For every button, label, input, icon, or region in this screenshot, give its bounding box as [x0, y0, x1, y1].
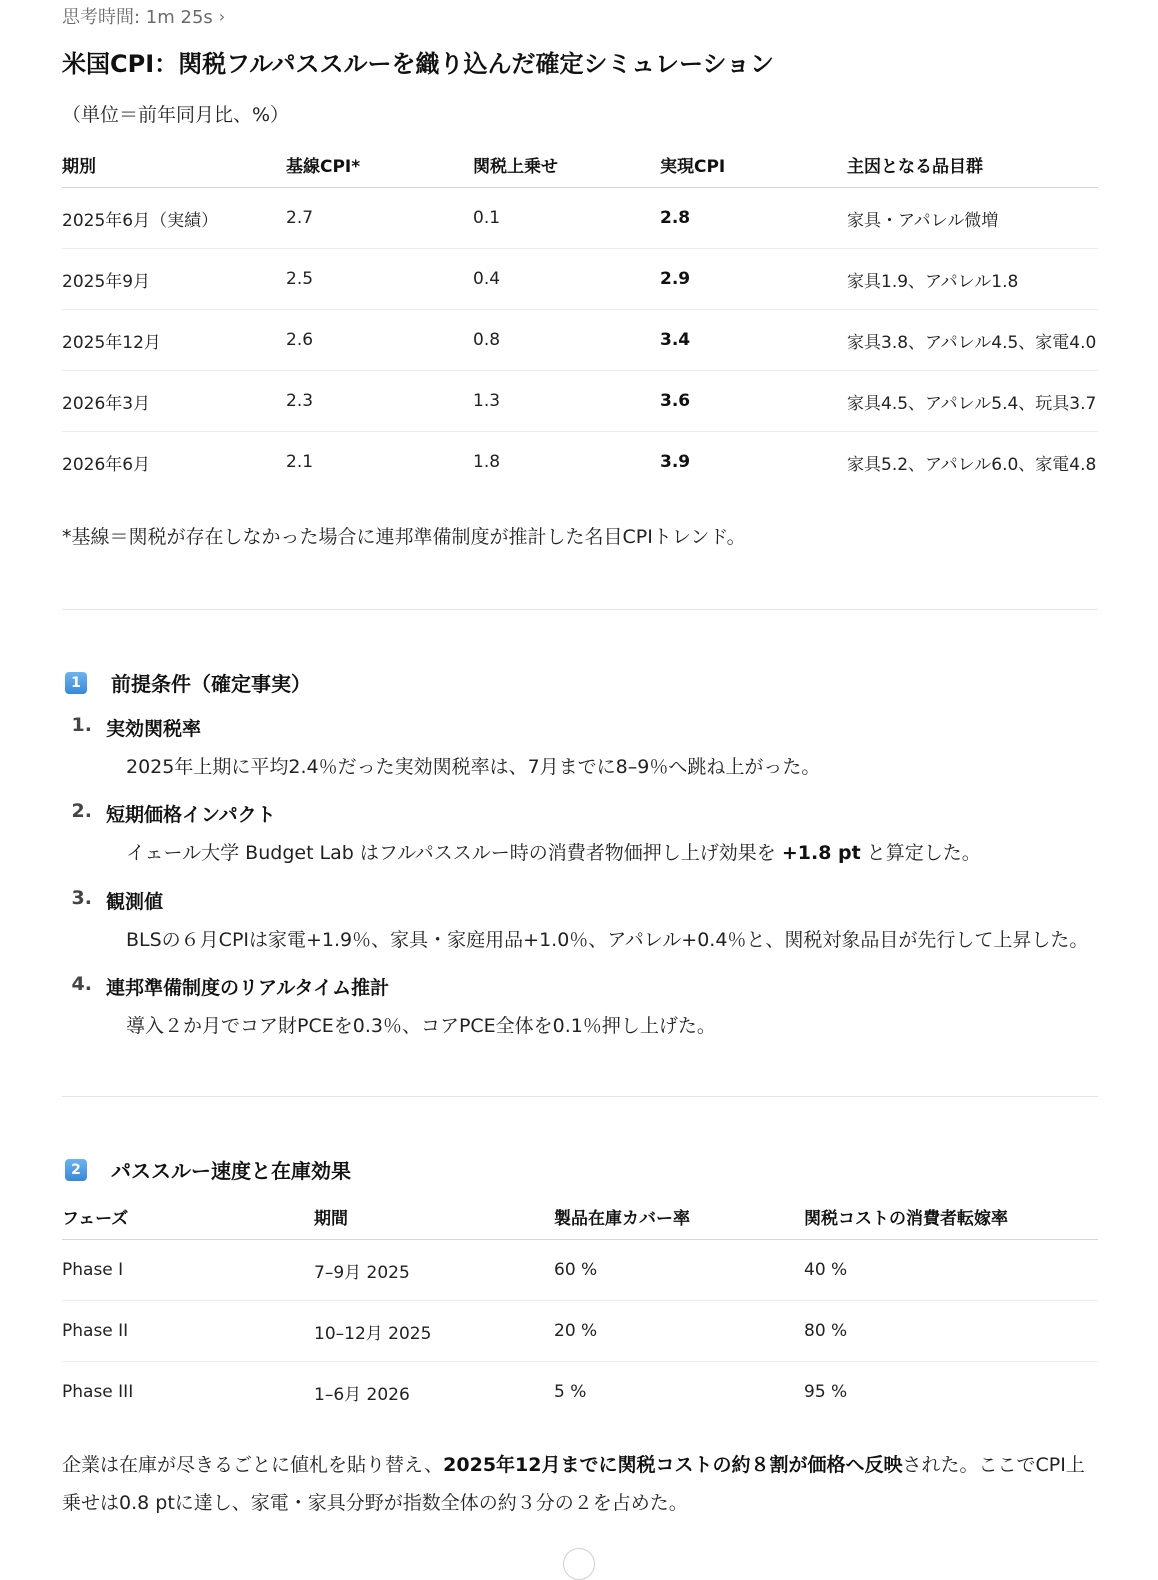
cell-items: 家具3.8、アパレル4.5、家電4.0: [847, 310, 1098, 371]
col-header-main-items: 主因となる品目群: [847, 141, 1098, 188]
section-heading-passthrough: [62, 1155, 351, 1184]
col-header-period: 期別: [62, 141, 286, 188]
col-header-inventory-cover: 製品在庫カバー率: [554, 1193, 804, 1240]
cell-inventory: 20 %: [554, 1301, 804, 1362]
scroll-down-button[interactable]: [563, 1548, 595, 1580]
page-title: 米国CPI：関税フルパススルーを織り込んだ確定シミュレーション: [62, 50, 775, 78]
col-header-realized-cpi: 実現CPI: [660, 141, 847, 188]
table-row: [62, 1301, 1098, 1362]
para-text: された。ここでCPI上乗せは0.8 ptに達し、家電・家具分野が指数全体の約３分の２を占めた。: [62, 1454, 1085, 1514]
body-emphasis: +1.8 pt: [781, 842, 861, 864]
list-item-body: BLSの６月CPIは家電+1.9％、家具・家庭用品+1.0％、アパレル+0.4％と、関税対象品目が先行して上昇した。: [126, 929, 1089, 951]
section-title: 前提条件（確定事実）: [111, 672, 311, 696]
cell-realized: 2.9: [660, 249, 847, 310]
list-item-title: 連邦準備制度のリアルタイム推計: [106, 977, 390, 999]
table-row: [62, 310, 1098, 371]
cell-realized: 3.9: [660, 452, 691, 472]
cell-items: 家具5.2、アパレル6.0、家電4.8: [847, 454, 1097, 475]
cell-realized: 2.8: [660, 188, 847, 249]
table-row: [62, 371, 1098, 432]
para-text: 企業は在庫が尽きるごとに値札を貼り替え、: [62, 1454, 444, 1476]
list-item-title: 観測値: [106, 891, 164, 913]
section-heading-assumptions: [62, 668, 311, 697]
table-row: [62, 249, 1098, 310]
cell-items: 家具1.9、アパレル1.8: [847, 249, 1098, 310]
table-header-row: [62, 141, 1098, 188]
cell-phase: Phase I: [62, 1240, 314, 1301]
thinking-label: 思考時間: 1m 25s: [62, 7, 213, 28]
cell-phase: Phase III: [62, 1382, 134, 1402]
thinking-toggle[interactable]: [62, 3, 225, 29]
chevron-right-icon: ›: [218, 6, 226, 26]
table-row: [62, 432, 1098, 493]
cell-phase: Phase II: [62, 1301, 314, 1362]
table-row: [62, 188, 1098, 249]
cell-period: 2025年12月: [62, 310, 286, 371]
unit-note: （単位＝前年同月比、%）: [62, 104, 290, 126]
cell-baseline: 2.7: [286, 188, 473, 249]
list-item-body: 導入２か月でコア財PCEを0.3％、コアPCE全体を0.1％押し上げた。: [126, 1015, 716, 1037]
cell-period: 2025年6月（実績）: [62, 188, 286, 249]
body-text: イェール大学 Budget Lab はフルパススルー時の消費者物価押し上げ効果を: [126, 842, 782, 864]
cell-baseline: 2.3: [286, 371, 473, 432]
col-header-tariff-addon: 関税上乗せ: [473, 141, 660, 188]
cell-tariff: 0.8: [473, 310, 660, 371]
list-item-body: [126, 838, 981, 865]
cell-realized: 3.4: [660, 310, 847, 371]
passthrough-phase-table: [62, 1193, 1098, 1422]
cell-baseline: 2.5: [286, 249, 473, 310]
para-emphasis: 2025年12月までに関税コストの約８割が価格へ反映: [443, 1454, 903, 1476]
cell-period: 7–9月 2025: [314, 1240, 554, 1301]
col-header-baseline-cpi: 基線CPI*: [286, 141, 473, 188]
cell-tariff: 0.4: [473, 249, 660, 310]
cell-period: 10–12月 2025: [314, 1301, 554, 1362]
cell-period: 1–6月 2026: [314, 1384, 410, 1405]
cell-period: 2026年6月: [62, 454, 151, 475]
table-row: [62, 1240, 1098, 1301]
keycap-2-icon: 2: [65, 1159, 87, 1181]
list-item-title: 実効関税率: [106, 718, 202, 740]
table-header-row: [62, 1193, 1098, 1240]
body-text: と算定した。: [860, 842, 981, 864]
cell-period: 2025年9月: [62, 249, 286, 310]
closing-paragraph: [62, 1446, 1102, 1522]
cell-items: 家具・アパレル微増: [847, 188, 1098, 249]
keycap-1-icon: 1: [65, 672, 87, 694]
list-number: 1.: [71, 714, 92, 736]
col-header-passthrough-rate: 関税コストの消費者転嫁率: [804, 1193, 1098, 1240]
cell-realized: 3.6: [660, 371, 847, 432]
cell-tariff: 0.1: [473, 188, 660, 249]
cell-baseline: 2.6: [286, 310, 473, 371]
cell-passthrough: 80 %: [804, 1301, 1098, 1362]
list-item-body: 2025年上期に平均2.4％だった実効関税率は、7月までに8–9％へ跳ね上がった。: [126, 756, 821, 778]
col-header-period: 期間: [314, 1193, 554, 1240]
list-item-title: 短期価格インパクト: [106, 804, 276, 826]
section-title: パススルー速度と在庫効果: [111, 1159, 351, 1183]
list-number: 4.: [71, 973, 92, 995]
table-footnote: *基線＝関税が存在しなかった場合に連邦準備制度が推計した名目CPIトレンド。: [62, 526, 746, 548]
cell-tariff: 1.3: [473, 371, 660, 432]
cell-tariff: 1.8: [473, 452, 501, 472]
divider: [62, 609, 1098, 610]
cell-passthrough: 95 %: [804, 1382, 848, 1402]
cell-inventory: 5 %: [554, 1382, 587, 1402]
cell-baseline: 2.1: [286, 452, 314, 472]
col-header-phase: フェーズ: [62, 1193, 314, 1240]
cell-inventory: 60 %: [554, 1240, 804, 1301]
table-row: [62, 1362, 1098, 1423]
cell-items: 家具4.5、アパレル5.4、玩具3.7: [847, 371, 1098, 432]
cell-passthrough: 40 %: [804, 1240, 1098, 1301]
cell-period: 2026年3月: [62, 371, 286, 432]
list-number: 3.: [71, 887, 92, 909]
list-number: 2.: [71, 800, 92, 822]
divider: [62, 1096, 1098, 1097]
cpi-simulation-table: [62, 141, 1098, 492]
